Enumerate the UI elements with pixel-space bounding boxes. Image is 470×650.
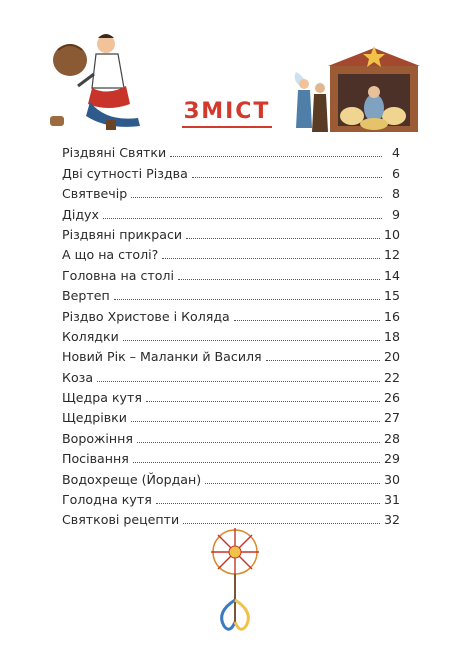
toc-entry-label: Головна на столі: [62, 267, 174, 283]
table-of-contents: [62, 140, 400, 527]
toc-entry-label: Дві сутності Різдва: [62, 165, 188, 181]
toc-entry[interactable]: [62, 364, 400, 384]
toc-entry[interactable]: [62, 262, 400, 282]
toc-leader-dots: [266, 360, 380, 361]
toc-entry-label: Голодна кутя: [62, 492, 152, 508]
toc-entry-page-number: 22: [383, 369, 400, 385]
toc-entry-label: Коза: [62, 369, 94, 385]
toc-entry-label: Дідух: [62, 206, 99, 222]
toc-entry-page-number: 18: [383, 328, 400, 344]
toc-entry-label: Щедрівки: [62, 410, 127, 426]
toc-entry-label: Новий Рік – Маланки й Василя: [62, 349, 262, 365]
toc-leader-dots: [178, 279, 380, 280]
toc-entry-page-number: 9: [391, 206, 400, 222]
toc-entry-page-number: 26: [383, 390, 400, 406]
toc-title-box: [182, 94, 272, 128]
toc-entry-label: Щедра кутя: [62, 390, 142, 406]
toc-entry-page-number: 6: [391, 165, 400, 181]
toc-entry-label: Різдвяні Святки: [62, 145, 167, 161]
toc-entry-label: Вертеп: [62, 288, 110, 304]
toc-leader-dots: [137, 442, 380, 443]
toc-leader-dots: [205, 483, 380, 484]
toc-leader-dots: [156, 503, 380, 504]
toc-entry[interactable]: [62, 201, 400, 221]
toc-entry-label: Святвечір: [62, 186, 128, 202]
toc-entry-page-number: 4: [391, 145, 400, 161]
toc-entry-page-number: 8: [391, 186, 400, 202]
toc-leader-dots: [131, 421, 380, 422]
toc-entry[interactable]: [62, 344, 400, 364]
toc-leader-dots: [186, 238, 380, 239]
toc-entry[interactable]: [62, 222, 400, 242]
toc-leader-dots: [97, 381, 380, 382]
toc-entry[interactable]: [62, 242, 400, 262]
toc-leader-dots: [114, 299, 380, 300]
toc-entry-page-number: 29: [383, 451, 400, 467]
toc-leader-dots: [162, 258, 380, 259]
toc-entry[interactable]: [62, 324, 400, 344]
toc-entry[interactable]: [62, 466, 400, 486]
toc-entry[interactable]: [62, 446, 400, 466]
toc-entry[interactable]: [62, 160, 400, 180]
toc-leader-dots: [103, 218, 382, 219]
star-ornament-illustration: [196, 522, 274, 640]
toc-entry-page-number: 20: [383, 349, 400, 365]
toc-entry-label: Ворожіння: [62, 430, 133, 446]
toc-entry-label: Колядки: [62, 328, 119, 344]
toc-entry-label: Посівання: [62, 451, 129, 467]
cossack-illustration: [48, 30, 148, 135]
toc-leader-dots: [146, 401, 380, 402]
toc-entry[interactable]: [62, 405, 400, 425]
toc-entry[interactable]: [62, 425, 400, 445]
toc-entry[interactable]: [62, 283, 400, 303]
toc-leader-dots: [131, 197, 382, 198]
toc-leader-dots: [123, 340, 380, 341]
toc-entry[interactable]: [62, 140, 400, 160]
toc-entry[interactable]: [62, 303, 400, 323]
toc-entry[interactable]: [62, 181, 400, 201]
toc-title: ЗМІСТ: [183, 99, 271, 124]
toc-entry-page-number: 16: [383, 308, 400, 324]
toc-entry-label: Святкові рецепти: [62, 512, 180, 528]
nativity-scene-illustration: [282, 46, 422, 142]
toc-entry-label: Різдвяні прикраси: [62, 226, 183, 242]
toc-entry-page-number: 14: [383, 267, 400, 283]
toc-entry-label: Різдво Христове і Коляда: [62, 308, 230, 324]
toc-entry-page-number: 12: [383, 247, 400, 263]
toc-leader-dots: [133, 462, 380, 463]
toc-entry-label: А що на столі?: [62, 247, 159, 263]
toc-entry-page-number: 10: [383, 226, 400, 242]
toc-entry-page-number: 32: [383, 512, 400, 528]
toc-leader-dots: [234, 320, 380, 321]
toc-entry-page-number: 31: [383, 492, 400, 508]
toc-leader-dots: [192, 177, 382, 178]
toc-entry-page-number: 27: [383, 410, 400, 426]
toc-entry[interactable]: [62, 385, 400, 405]
toc-entry-page-number: 30: [383, 471, 400, 487]
toc-entry-label: Водохреще (Йордан): [62, 471, 202, 487]
toc-leader-dots: [170, 156, 382, 157]
toc-entry[interactable]: [62, 487, 400, 507]
toc-entry-page-number: 28: [383, 430, 400, 446]
toc-entry-page-number: 15: [383, 288, 400, 304]
